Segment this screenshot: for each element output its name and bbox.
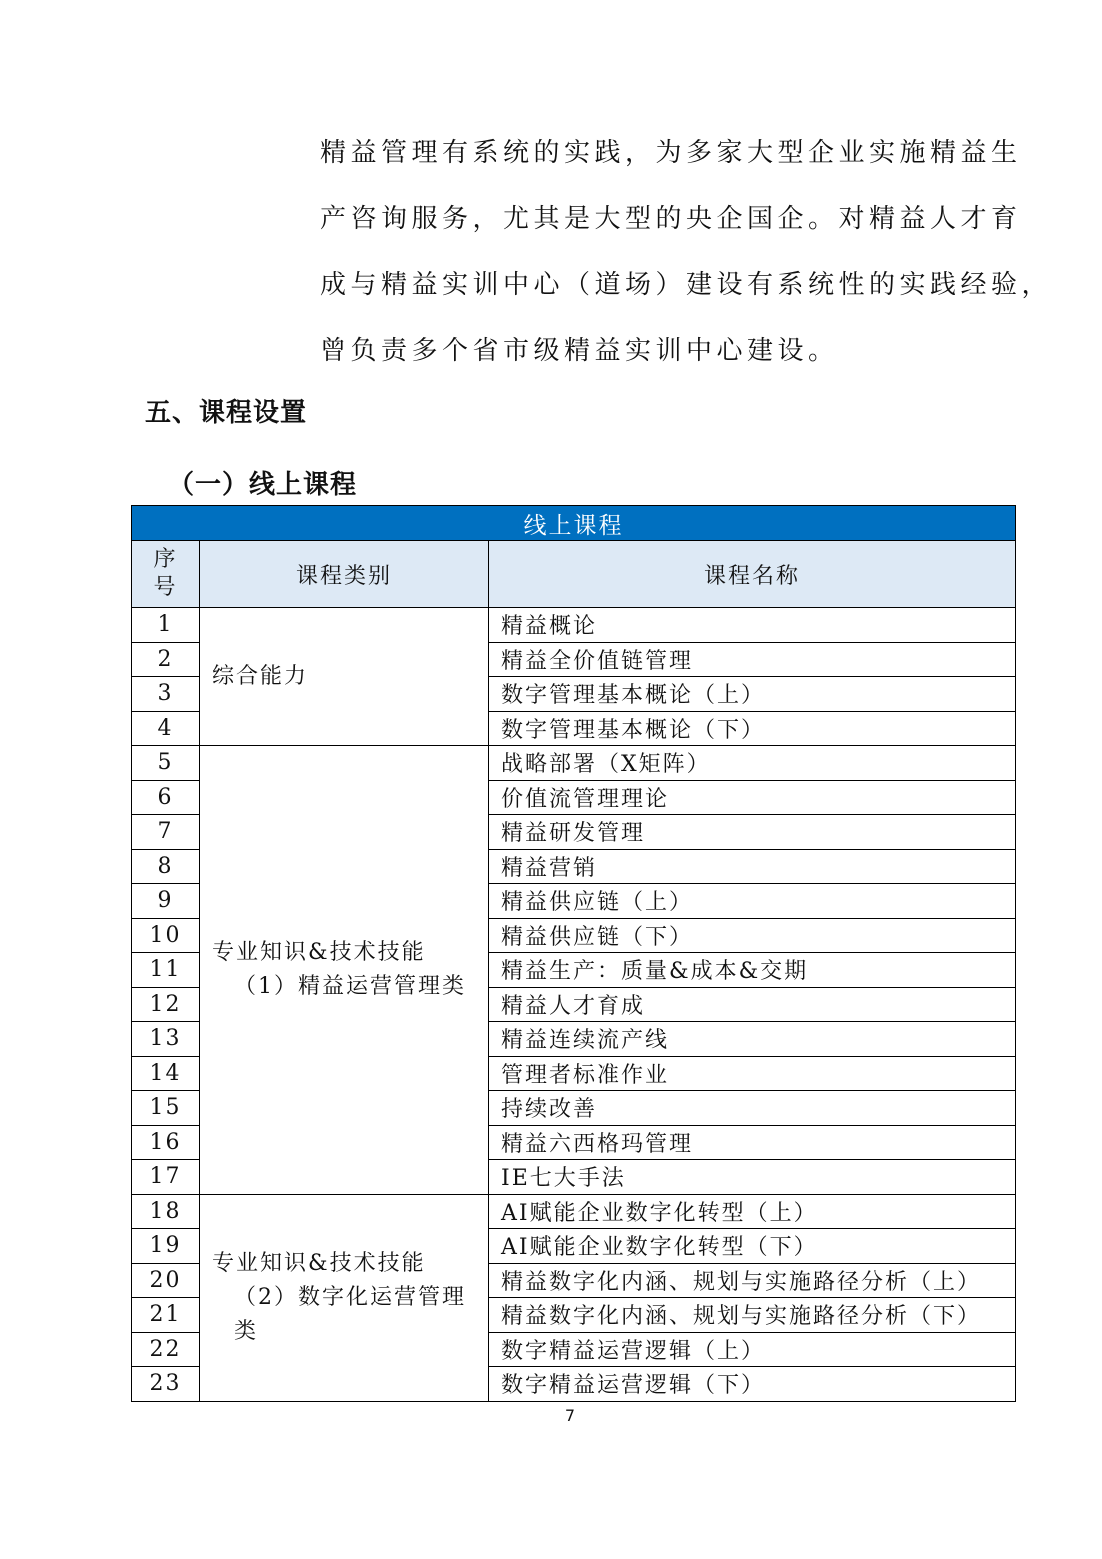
row-number: 22 [132,1332,200,1367]
row-number: 13 [132,1022,200,1057]
category-sublabel: （1）精益运营管理类 [234,973,466,999]
row-number: 3 [132,677,200,712]
course-name: 精益六西格玛管理 [489,1125,1016,1160]
row-number: 18 [132,1194,200,1229]
category-cell [200,746,489,1195]
table-row [132,608,1016,643]
course-name: 精益供应链（上） [489,884,1016,919]
paragraph-line: 精益管理有系统的实践，为多家大型企业实施精益生 [320,138,1022,168]
category-label: 专业知识&技术技能 [212,939,426,965]
course-name: 数字管理基本概论（下） [489,711,1016,746]
course-name: 精益数字化内涵、规划与实施路径分析（下） [489,1298,1016,1333]
header-course-name: 课程名称 [489,541,1016,608]
row-number: 14 [132,1056,200,1091]
course-name: 精益全价值链管理 [489,642,1016,677]
category-cell [200,1194,489,1401]
row-number: 17 [132,1160,200,1195]
course-name: 精益概论 [489,608,1016,643]
row-number: 5 [132,746,200,781]
paragraph-line: 成与精益实训中心（道场）建设有系统性的实践经验， [320,270,1053,300]
course-name: 价值流管理理论 [489,780,1016,815]
course-name: 精益营销 [489,849,1016,884]
course-name: 精益人才育成 [489,987,1016,1022]
intro-paragraph [320,120,1053,384]
row-number: 11 [132,953,200,988]
course-name: AI赋能企业数字化转型（上） [489,1194,1016,1229]
header-seq-line1: 序 [153,547,178,572]
row-number: 2 [132,642,200,677]
page-number: 7 [564,1406,576,1425]
course-name: 数字管理基本概论（上） [489,677,1016,712]
row-number: 12 [132,987,200,1022]
subsection-heading: （一）线上课程 [168,470,358,500]
row-number: 20 [132,1263,200,1298]
course-name: IE七大手法 [489,1160,1016,1195]
course-name: 精益连续流产线 [489,1022,1016,1057]
course-name: AI赋能企业数字化转型（下） [489,1229,1016,1264]
section-heading: 五、课程设置 [145,398,308,428]
category-label: 综合能力 [212,663,309,689]
header-category: 课程类别 [200,541,489,608]
row-number: 6 [132,780,200,815]
row-number: 7 [132,815,200,850]
header-seq [132,541,200,608]
row-number: 4 [132,711,200,746]
row-number: 8 [132,849,200,884]
course-name: 精益数字化内涵、规划与实施路径分析（上） [489,1263,1016,1298]
course-name: 精益生产：质量&成本&交期 [489,953,1016,988]
course-name: 精益供应链（下） [489,918,1016,953]
category-cell [200,608,489,746]
row-number: 9 [132,884,200,919]
row-number: 19 [132,1229,200,1264]
course-name: 战略部署（X矩阵） [489,746,1016,781]
row-number: 10 [132,918,200,953]
table-row [132,746,1016,781]
row-number: 21 [132,1298,200,1333]
course-name: 数字精益运营逻辑（下） [489,1367,1016,1402]
category-label: 专业知识&技术技能 [212,1250,426,1276]
row-number: 16 [132,1125,200,1160]
paragraph-line: 曾负责多个省市级精益实训中心建设。 [320,336,839,366]
row-number: 1 [132,608,200,643]
course-name: 持续改善 [489,1091,1016,1126]
header-seq-line2: 号 [153,575,178,600]
row-number: 23 [132,1367,200,1402]
row-number: 15 [132,1091,200,1126]
category-sublabel: （2）数字化运营管理类 [234,1284,466,1344]
course-name: 精益研发管理 [489,815,1016,850]
online-course-table [131,505,1016,1402]
table-row [132,1194,1016,1229]
paragraph-line: 产咨询服务，尤其是大型的央企国企。对精益人才育 [320,204,1022,234]
course-name: 数字精益运营逻辑（上） [489,1332,1016,1367]
course-name: 管理者标准作业 [489,1056,1016,1091]
table-caption: 线上课程 [132,506,1016,541]
